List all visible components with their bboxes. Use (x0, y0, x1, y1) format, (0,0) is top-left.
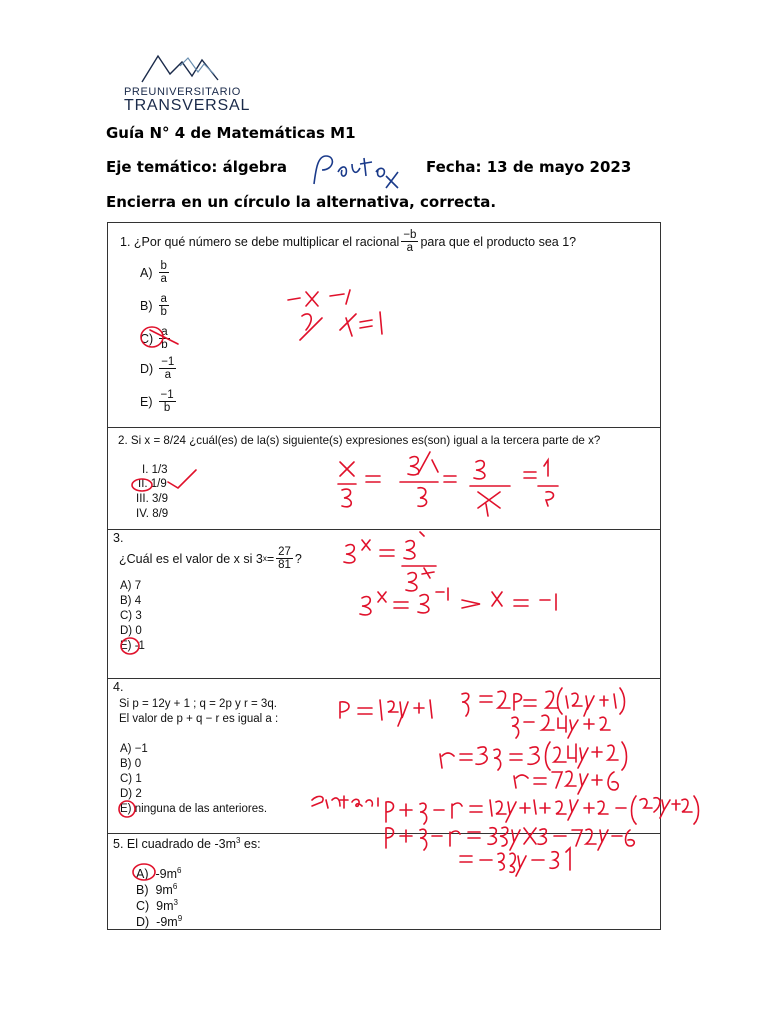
q2-checkmark (168, 470, 196, 488)
q4-option-e[interactable]: E) ninguna de las anteriores. (120, 803, 268, 815)
q1-option-b[interactable]: B) $\frac{a}{b}$ (140, 293, 167, 318)
instruction: Encierra en un círculo la alternativa, correcta. (106, 193, 497, 211)
q5-option-b[interactable]: B) $9m^6$ (136, 882, 178, 898)
q5-option-a[interactable]: A) $-9m^6$ (136, 866, 182, 882)
q2-option-3[interactable]: III. 3/9 (136, 493, 168, 505)
q1-option-d[interactable]: D) $\frac{-1}{a}$ (140, 356, 175, 381)
q4-line2: El valor de p + q − r es igual a : (119, 713, 279, 725)
q4-option-b[interactable]: B) 0 (120, 758, 142, 770)
q1-answer-circle (141, 327, 163, 347)
q4-option-d[interactable]: D) 2 (120, 788, 142, 800)
q3-option-d[interactable]: D) 0 (120, 625, 142, 637)
q4-line1: Si p = 12y + 1 ; q = 2p y r = 3q. (119, 698, 277, 710)
q3-option-e[interactable]: E) -1 (120, 640, 145, 652)
q3-statement: ¿Cuál es el valor de x si 3 x = $\frac{27}{81}$ ? (119, 546, 302, 571)
q5-option-c[interactable]: C) $9m^3$ (136, 898, 178, 914)
q1-prefix: 1. ¿Por qué número se debe multiplicar el racional (120, 234, 400, 249)
q4-option-c[interactable]: C) 1 (120, 773, 142, 785)
q4-number: 4. (113, 680, 124, 694)
q1-option-a[interactable]: A) $\frac{b}{a}$ (140, 260, 167, 285)
eje-tematico: Eje temático: álgebra (106, 158, 288, 176)
q4-option-a[interactable]: A) −1 (120, 743, 148, 755)
q5-answer-circle (133, 864, 155, 880)
q3-option-b[interactable]: B) 4 (120, 595, 142, 607)
logo-line2: TRANSVERSAL (124, 97, 251, 114)
q3-option-c[interactable]: C) 3 (120, 610, 142, 622)
fecha: Fecha: 13 de mayo 2023 (426, 158, 632, 176)
q1-suffix: para que el producto sea 1? (420, 234, 577, 249)
q1-option-e[interactable]: E) $\frac{-1}{b}$ (140, 389, 174, 414)
q2-option-4[interactable]: IV. 8/9 (136, 508, 169, 520)
q1-option-c[interactable]: C) $\frac{a}{b}$ (140, 326, 168, 351)
q5-option-d[interactable]: D) $-9m^9$ (136, 914, 183, 930)
q2-statement: 2. Si x = 8/24 ¿cuál(es) de la(s) siguiente(s) expresiones es(son) igual a la tercera parte de x? (118, 434, 601, 447)
guide-title: Guía N° 4 de Matemáticas M1 (106, 124, 356, 142)
q2-option-1[interactable]: I. 1/3 (142, 464, 168, 476)
q2-answer-circle (132, 479, 152, 491)
q3-option-a[interactable]: A) 7 (120, 580, 142, 592)
q4-answer-circle (119, 801, 135, 817)
q5-statement: 5. El cuadrado de $-3m^3$ es: (113, 836, 261, 852)
q1-fraction: $\frac{-b}{a}$ (403, 229, 417, 254)
q2-option-2[interactable]: II. 1/9 (138, 478, 167, 490)
logo-line1: PREUNIVERSITARIO (124, 86, 241, 98)
pauta-text: Pauta (368, 162, 392, 172)
q3-answer-circle (121, 638, 139, 654)
q3-number: 3. (113, 531, 124, 545)
